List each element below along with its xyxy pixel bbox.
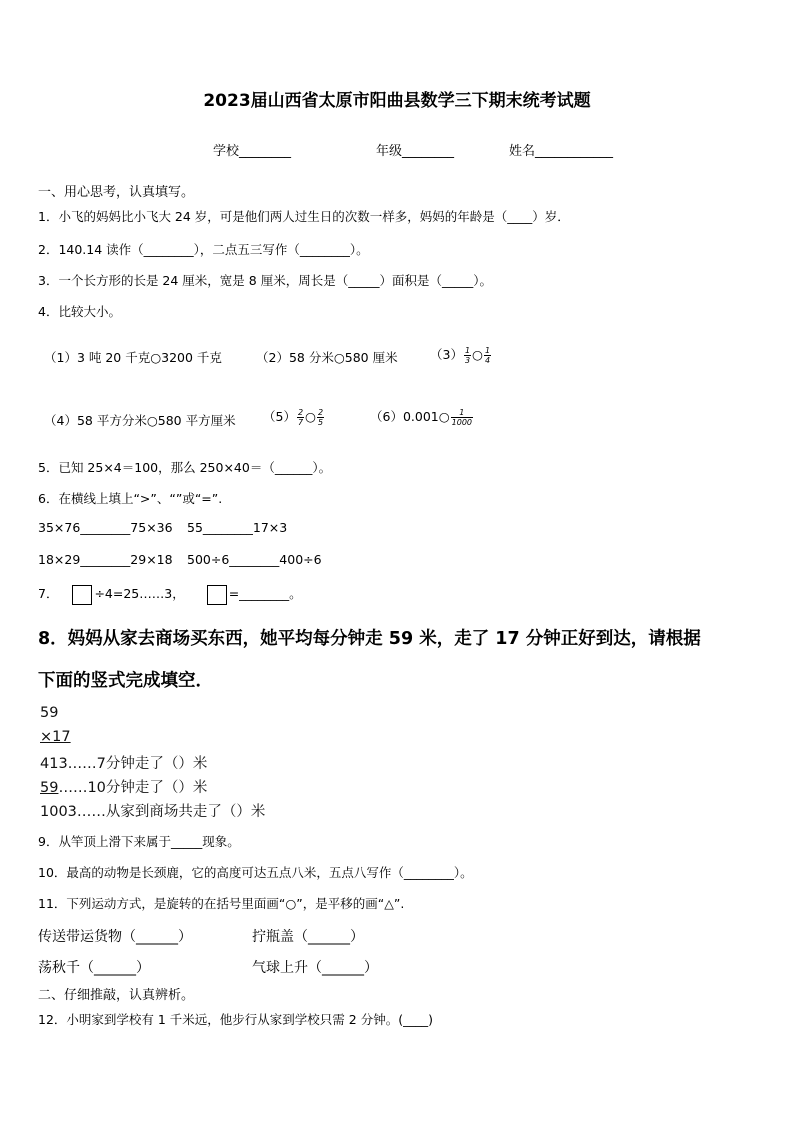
question-11-row-1-a: 传送带运货物（______） [38, 929, 192, 945]
question-2: 2．140.14 读作（________），二点五三写作（________）。 [38, 242, 369, 257]
question-6-row-2-b: 500÷6________400÷6 [187, 552, 322, 567]
calc-line-4: 59……10分钟走了（）米 [40, 780, 208, 796]
answer-box-2[interactable] [207, 585, 227, 605]
compare-4: （4）58 平方分米○580 平方厘米 [44, 413, 236, 428]
fraction-two-sevenths: $\frac{2}{7}$ [297, 408, 304, 427]
question-1: 1．小飞的妈妈比小飞大 24 岁，可是他们两人过生日的次数一样多，妈妈的年龄是（____）岁． [38, 209, 570, 224]
question-5: 5．已知 25×4＝100，那么 250×40＝（______）。 [38, 460, 332, 475]
question-10: 10．最高的动物是长颈鹿，它的高度可达五点八米，五点八写作（________）。 [38, 865, 473, 880]
question-11-row-2-a: 荡秋千（______） [38, 960, 150, 976]
calc-line-1: 59 [40, 705, 59, 721]
fraction-two-fifths: $\frac{2}{5}$ [317, 408, 324, 427]
question-11-row-2-b: 气球上升（______） [252, 960, 378, 976]
grade-field: 年级________ [376, 144, 455, 159]
answer-box-1[interactable] [72, 585, 92, 605]
question-9: 9．从竿顶上滑下来属于_____现象。 [38, 834, 240, 849]
page-title: 2023届山西省太原市阳曲县数学三下期末统考试题 [203, 91, 591, 111]
compare-3: （3） $\frac{1}{3}$ ○ $\frac{1}{4}$ [430, 346, 491, 365]
question-11-row-1-b: 拧瓶盖（______） [252, 929, 364, 945]
calc-line-5: 1003……从家到商场共走了（）米 [40, 804, 266, 820]
fraction-one-third: $\frac{1}{3}$ [464, 346, 471, 365]
calc-line-2: ×17 [40, 729, 71, 745]
question-6-row-1-b: 55________17×3 [187, 520, 288, 535]
school-field: 学校________ [213, 144, 292, 159]
question-8-line-2: 下面的竖式完成填空． [38, 671, 213, 691]
question-6-row-2-a: 18×29________29×18 [38, 552, 173, 567]
section-heading-1: 一、用心思考，认真填写。 [38, 185, 195, 200]
fraction-one-thousandth: $\frac{1}{1000}$ [451, 408, 473, 427]
question-6: 6．在横线上填上“>”、“”或“=”. [38, 491, 223, 506]
compare-5: （5） $\frac{2}{7}$ ○ $\frac{2}{5}$ [263, 408, 324, 427]
question-11: 11．下列运动方式，是旋转的在括号里面画“○”，是平移的画“△”. [38, 896, 405, 911]
compare-1: （1）3 吨 20 千克○3200 千克 [44, 350, 222, 365]
compare-6: （6）0.001○ $\frac{1}{1000}$ [370, 408, 473, 427]
compare-2: （2）58 分米○580 厘米 [256, 350, 398, 365]
question-7: 7． ÷4=25……3， =________。 [38, 584, 302, 605]
question-6-row-1-a: 35×76________75×36 [38, 520, 173, 535]
question-8-line-1: 8．妈妈从家去商场买东西，她平均每分钟走 59 米，走了 17 分钟正好到达，请根据 [38, 629, 701, 649]
question-12: 12．小明家到学校有 1 千米远，他步行从家到学校只需 2 分钟。(____) [38, 1012, 433, 1027]
fraction-one-fourth: $\frac{1}{4}$ [484, 346, 491, 365]
section-heading-2: 二、仔细推敲，认真辨析。 [38, 988, 195, 1003]
question-4: 4．比较大小。 [38, 304, 121, 319]
question-3: 3．一个长方形的长是 24 厘米，宽是 8 厘米，周长是（_____）面积是（_____）。 [38, 273, 492, 288]
name-field: 姓名____________ [509, 144, 614, 159]
calc-line-3: 413……7分钟走了（）米 [40, 756, 208, 772]
